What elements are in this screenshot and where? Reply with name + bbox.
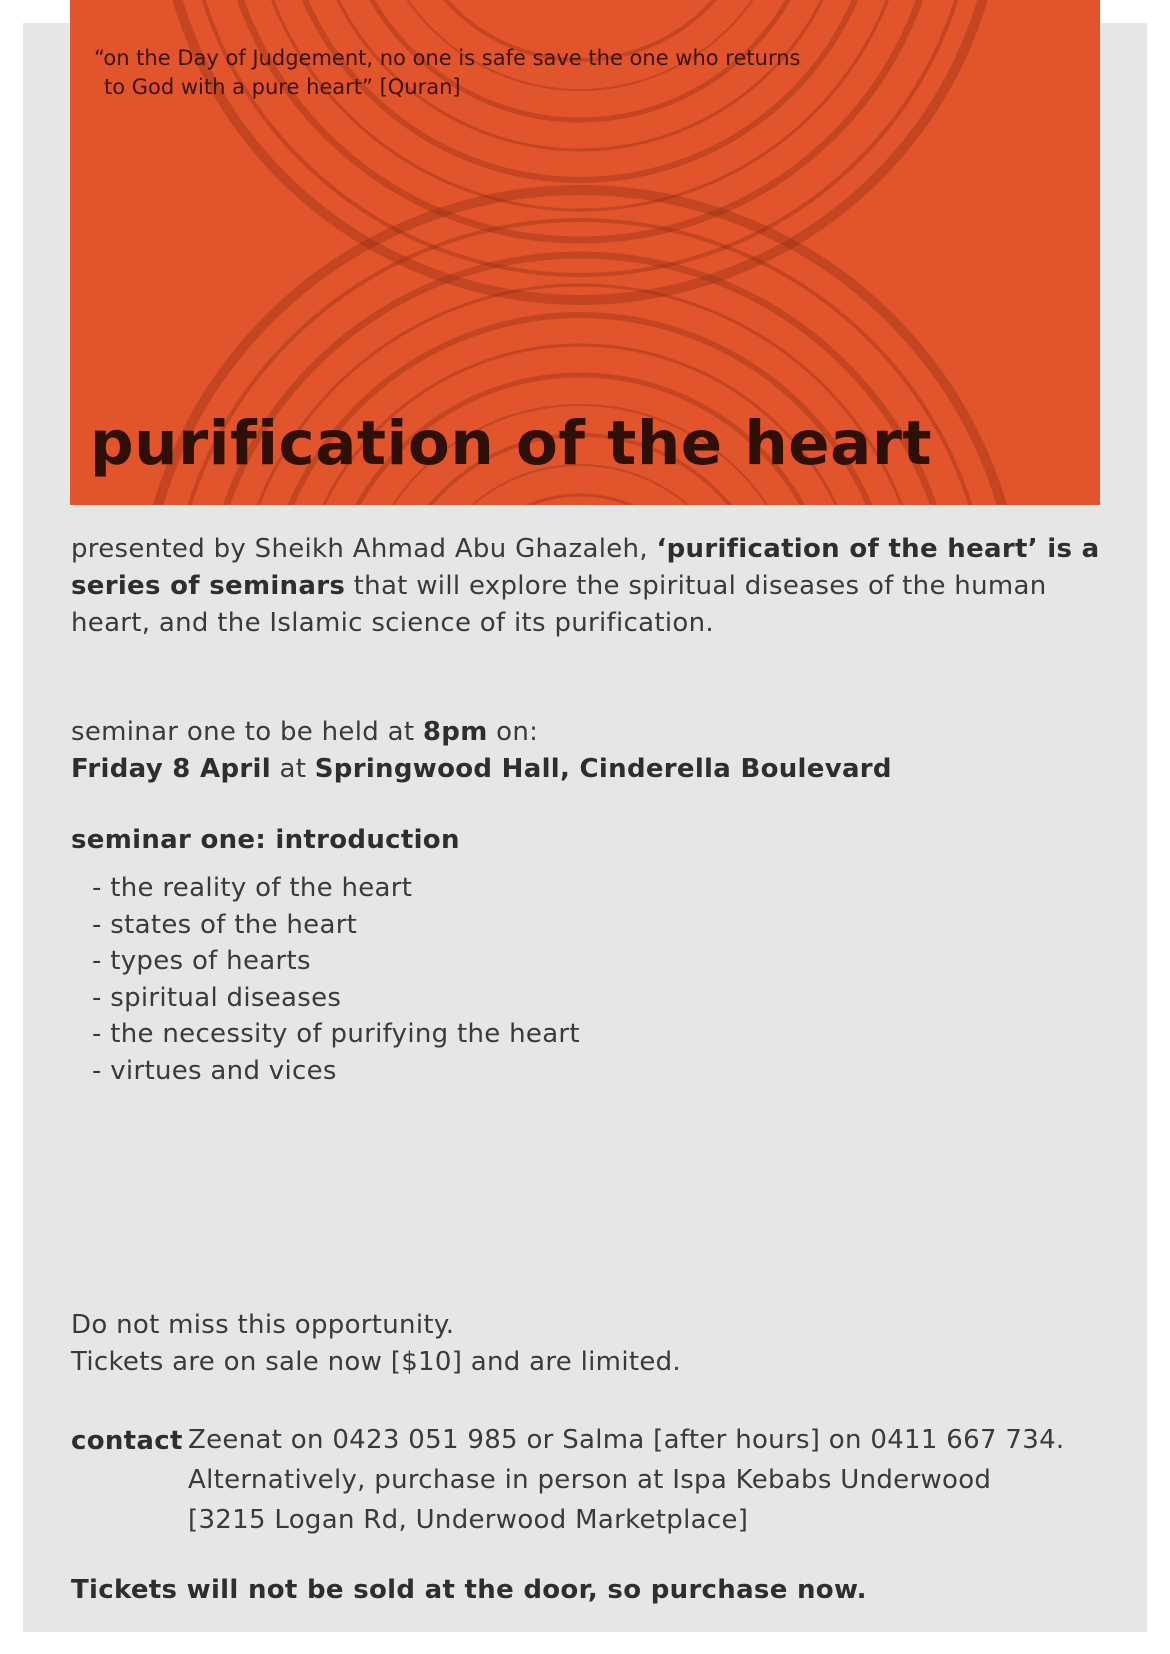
intro-text-2: that will explore the spiritual diseases of the human [345,571,1047,601]
contact-details [188,1420,1064,1540]
list-item: - the reality of the heart [92,870,580,907]
intro-bold-2: series of seminars [71,571,346,601]
quote-line-1: “on the Day of Judgement, no one is safe save the one who returns [94,46,801,70]
intro-text-1: presented by Sheikh Ahmad Abu Ghazaleh, [71,534,657,564]
schedule-at: at [270,754,315,784]
intro-line-3: heart, and the Islamic science of its purification. [71,608,714,638]
header-banner [70,0,1100,505]
contact-line-3: [3215 Logan Rd, Underwood Marketplace] [188,1505,749,1535]
list-item: - states of the heart [92,907,580,944]
closing-notice: Tickets will not be sold at the door, so purchase now. [71,1575,867,1605]
schedule-suffix: on: [487,717,539,747]
seminar-topics-list [92,870,580,1090]
intro-line-2 [71,568,1071,605]
list-item: - the necessity of purifying the heart [92,1016,580,1053]
schedule-line-1 [71,714,892,751]
schedule-line-2 [71,751,892,788]
tickets-line-2: Tickets are on sale now [$10] and are limited. [71,1347,681,1377]
intro-paragraph [71,531,1100,642]
schedule-time: 8pm [422,717,488,747]
contact-line-2: Alternatively, purchase in person at Ispa Kebabs Underwood [188,1465,992,1495]
quran-quote [94,44,800,102]
contact-line-1: Zeenat on 0423 051 985 or Salma [after hours] on 0411 667 734. [188,1425,1065,1455]
list-item: - spiritual diseases [92,980,580,1017]
schedule-venue: Springwood Hall, Cinderella Boulevard [314,754,892,784]
intro-bold-1: ‘purification of the heart’ is a [656,534,1100,564]
seminar-schedule [71,714,892,788]
tickets-info [71,1307,681,1381]
schedule-date: Friday 8 April [71,754,271,784]
schedule-prefix: seminar one to be held at [71,717,423,747]
quote-line-2: to God with a pure heart” [Quran] [104,75,461,99]
intro-line-1 [71,531,1100,568]
list-item: - virtues and vices [92,1053,580,1090]
contact-label: contact [71,1426,183,1456]
list-item: - types of hearts [92,943,580,980]
seminar-heading: seminar one: introduction [71,825,460,855]
event-title: purification of the heart [90,408,933,479]
tickets-line-1: Do not miss this opportunity. [71,1310,455,1340]
